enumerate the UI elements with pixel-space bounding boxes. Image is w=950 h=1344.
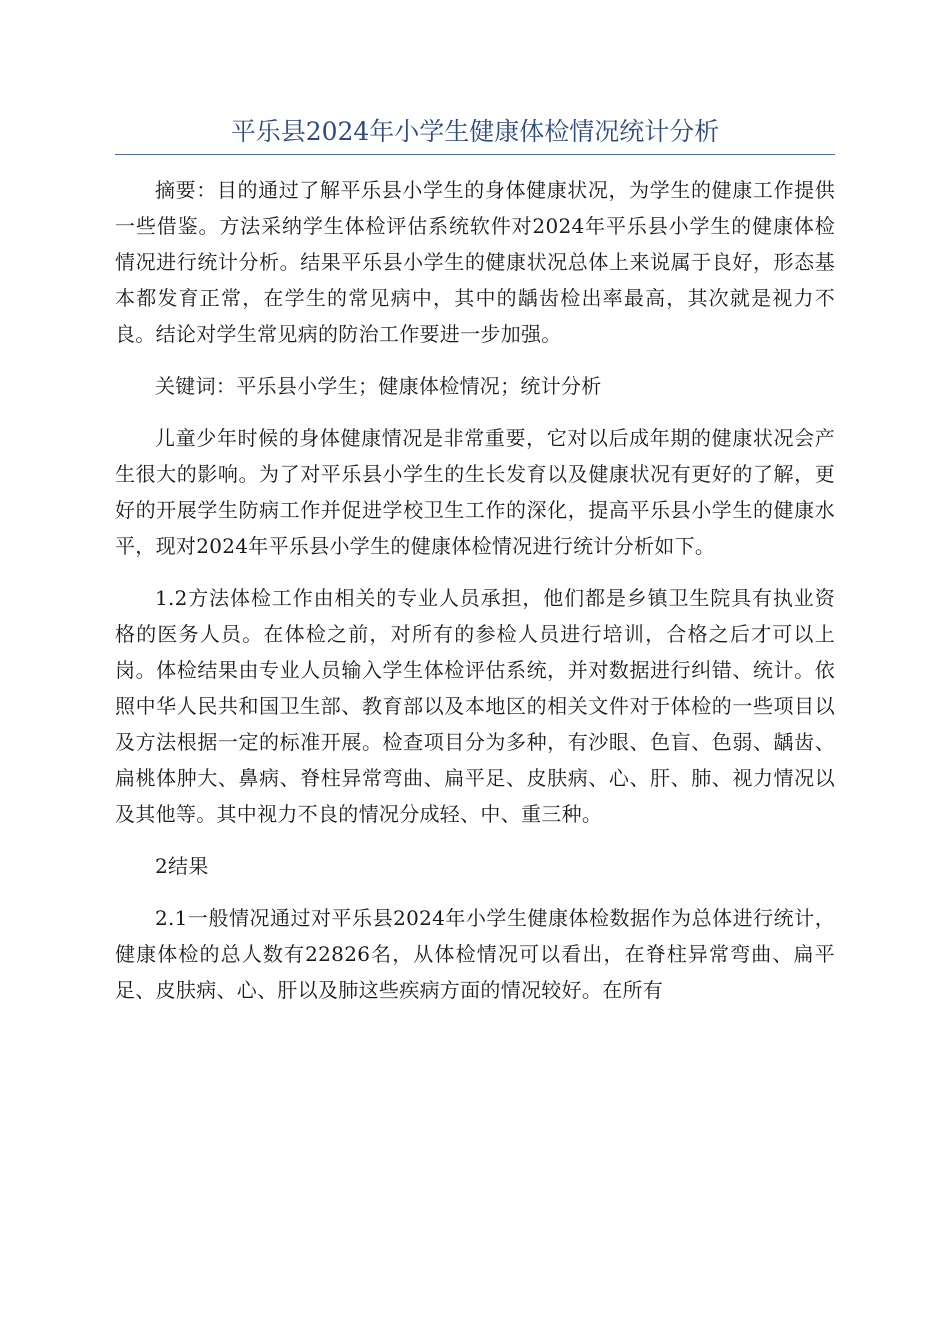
results-general-paragraph: 2.1一般情况通过对平乐县2024年小学生健康体检数据作为总体进行统计，健康体检的总人数有22826名，从体检情况可以看出，在脊柱异常弯曲、扁平足、皮肤病、心、肝以及肺这些疾病方面的情况较好。在所有 bbox=[115, 906, 835, 1002]
document-title: 平乐县2024年小学生健康体检情况统计分析 bbox=[230, 117, 720, 146]
abstract-paragraph: 摘要：目的通过了解平乐县小学生的身体健康状况，为学生的健康工作提供一些借鉴。方法采纳学生体检评估系统软件对2024年平乐县小学生的健康体检情况进行统计分析。结果平乐县小学生的健康状况总体上来说属于良好，形态基本都发育正常，在学生的常见病中，其中的龋齿检出率最高，其次就是视力不良。结论对学生常见病的防治工作要进一步加强。 bbox=[115, 178, 835, 346]
title-underline bbox=[115, 154, 835, 155]
document-body bbox=[115, 172, 835, 1024]
introduction-paragraph: 儿童少年时候的身体健康情况是非常重要，它对以后成年期的健康状况会产生很大的影响。为了对平乐县小学生的生长发育以及健康状况有更好的了解，更好的开展学生防病工作并促进学校卫生工作的深化，提高平乐县小学生的健康水平，现对2024年平乐县小学生的健康体检情况进行统计分析如下。 bbox=[115, 426, 835, 558]
results-heading: 2结果 bbox=[155, 854, 209, 878]
keywords-paragraph: 关键词：平乐县小学生；健康体检情况；统计分析 bbox=[155, 374, 602, 398]
methods-paragraph: 1.2方法体检工作由相关的专业人员承担，他们都是乡镇卫生院具有执业资格的医务人员。在体检之前，对所有的参检人员进行培训，合格之后才可以上岗。体检结果由专业人员输入学生体检评估系统，并对数据进行纠错、统计。依照中华人民共和国卫生部、教育部以及本地区的相关文件对于体检的一些项目以及方法根据一定的标准开展。检查项目分为多种，有沙眼、色盲、色弱、龋齿、扁桃体肿大、鼻病、脊柱异常弯曲、扁平足、皮肤病、心、肝、肺、视力情况以及其他等。其中视力不良的情况分成轻、中、重三种。 bbox=[115, 586, 835, 826]
